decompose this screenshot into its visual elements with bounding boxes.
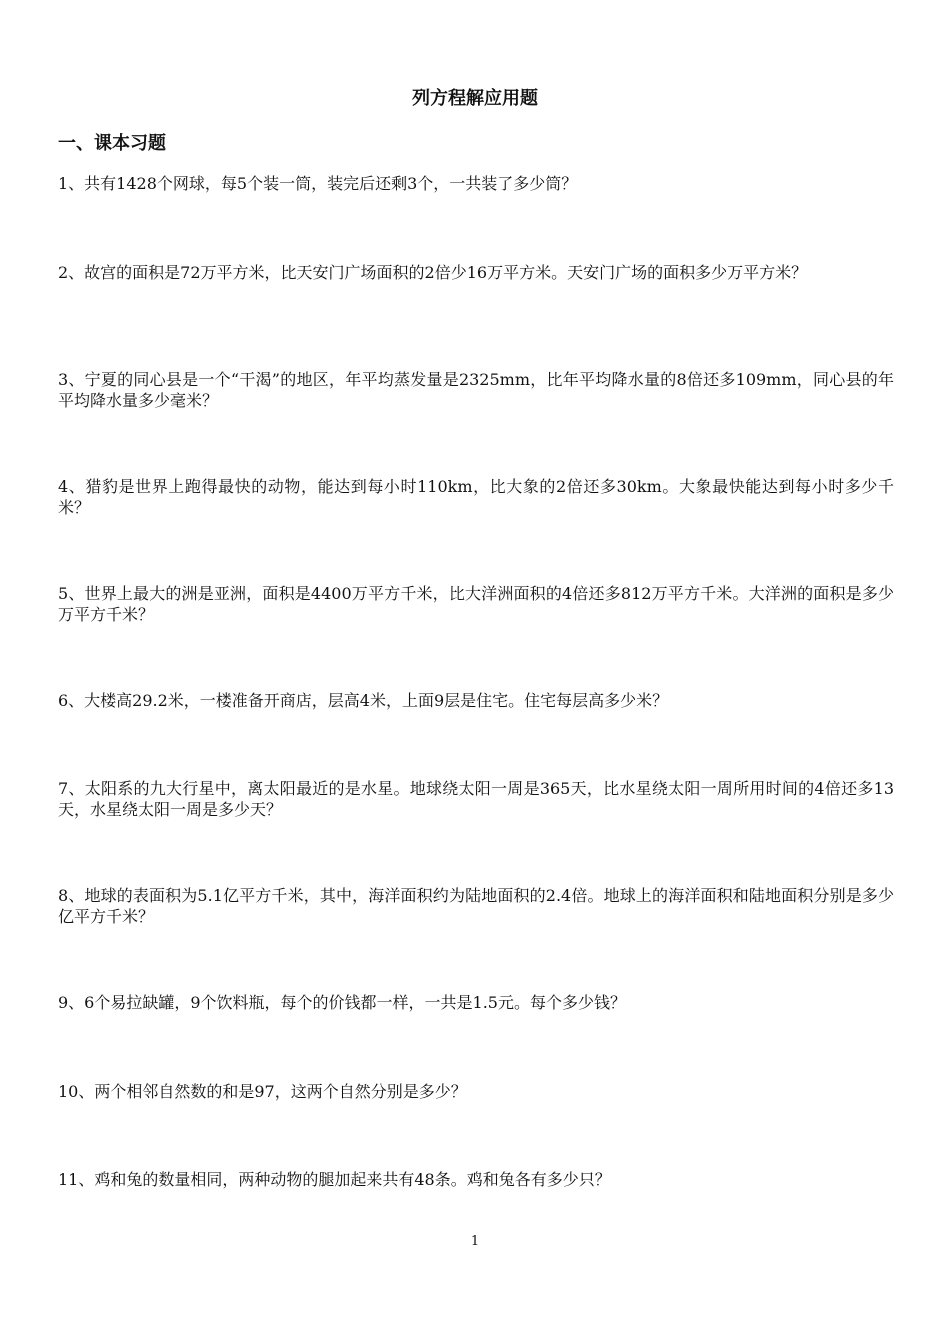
- question-10: 10、两个相邻自然数的和是97，这两个自然分别是多少？: [58, 1082, 467, 1101]
- question-6: 6、大楼高29.2米，一楼准备开商店，层高4米，上面9层是住宅。住宅每层高多少米？: [58, 691, 669, 710]
- page-number: 1: [470, 1234, 480, 1249]
- page-title: 列方程解应用题: [412, 88, 538, 109]
- question-4: 4、猎豹是世界上跑得最快的动物，能达到每小时110km，比大象的2倍还多30km。大象最快能达到每小时多少千米？: [58, 477, 894, 517]
- question-2: 2、故宫的面积是72万平方米，比天安门广场面积的2倍少16万平方米。天安门广场的面积多少万平方米？: [58, 263, 808, 282]
- question-1: 1、共有1428个网球，每5个装一筒，装完后还剩3个，一共装了多少筒？: [58, 174, 578, 193]
- question-8: 8、地球的表面积为5.1亿平方千米，其中，海洋面积约为陆地面积的2.4倍。地球上的海洋面积和陆地面积分别是多少亿平方千米？: [58, 886, 894, 926]
- question-5: 5、世界上最大的洲是亚洲，面积是4400万平方千米，比大洋洲面积的4倍还多812万平方千米。大洋洲的面积是多少万平方千米？: [58, 584, 894, 624]
- section-heading: 一、课本习题: [58, 133, 166, 154]
- question-9: 9、6个易拉缺罐，9个饮料瓶，每个的价钱都一样，一共是1.5元。每个多少钱？: [58, 993, 626, 1012]
- question-3: 3、宁夏的同心县是一个“干渴”的地区，年平均蒸发量是2325mm，比年平均降水量的8倍还多109mm，同心县的年平均降水量多少毫米？: [58, 370, 894, 410]
- question-7: 7、太阳系的九大行星中，离太阳最近的是水星。地球绕太阳一周是365天，比水星绕太阳一周所用时间的4倍还多13天，水星绕太阳一周是多少天？: [58, 779, 894, 819]
- question-11: 11、鸡和兔的数量相同，两种动物的腿加起来共有48条。鸡和兔各有多少只？: [58, 1170, 611, 1189]
